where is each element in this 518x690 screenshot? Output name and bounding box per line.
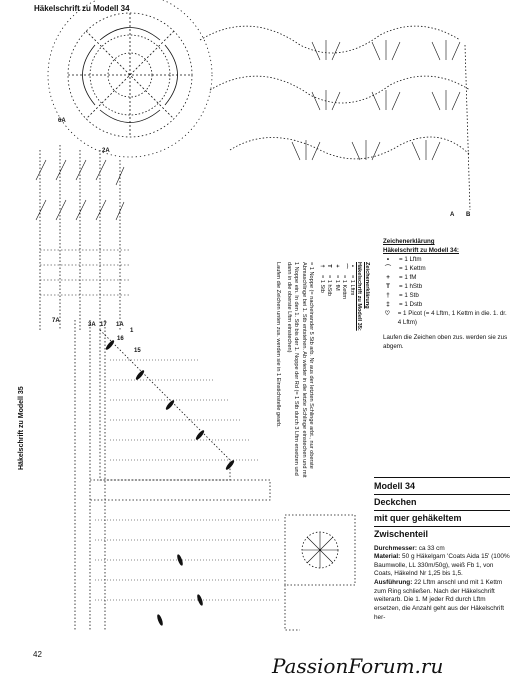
- legend-model-35: [230, 262, 370, 482]
- article-title-line-2: mit quer gehäkeltem: [374, 510, 510, 524]
- legend-34-item: [383, 256, 511, 265]
- legend-35-noppe: = 1 Noppe (= nacheinander 5 Stb arb. Nr aus der letzten Schlinge arbt., nur oberste Abmaschlinge bei 1. Stb entstehen. Ab wieder in die letzte Schlinge einstechen und mit 1 Noppe ein. In den 1. Stb bis der 1. Noppe der Rd (= 1 Stb durch 3 Lftm ersetzen und dann in die oberste Lftm einstechen): [285, 262, 315, 478]
- legend-34-item: [383, 274, 511, 283]
- legend-35-item: [317, 262, 325, 482]
- legend-34-item: [383, 283, 511, 292]
- legend-symbol: ‡: [386, 300, 390, 308]
- legend-text: = 1 Stb: [399, 291, 419, 299]
- article-text: ca 33 cm: [416, 544, 445, 552]
- legend-34-subtitle: Häkelschrift zu Modell 34:: [383, 246, 459, 254]
- legend-symbol: T: [326, 264, 333, 268]
- legend-symbol: +: [386, 273, 390, 281]
- legend-symbol: •: [386, 255, 390, 263]
- legend-symbol: †: [318, 264, 325, 268]
- article-paragraph: [374, 545, 510, 554]
- page-number: 42: [33, 650, 42, 659]
- legend-text: = 1 Kettm: [341, 275, 348, 300]
- legend-text: = 1 Lftm: [348, 275, 355, 296]
- legend-text: = 1 Lftm: [399, 255, 422, 263]
- article-text: 50 g Häkelgarn 'Coats Aida 15' (100% Baumwolle, LL 330m/50g), weiß Fb 1, von Coats, Häkelnd Nr 1,25 bis 1,5.: [374, 553, 510, 578]
- legend-35-subtitle: Häkelschrift zu Modell 35:: [356, 262, 363, 331]
- label-b: B: [466, 212, 471, 218]
- article-body: [374, 545, 510, 623]
- legend-text: = 1 Picot (= 4 Lftm, 1 Kettm in die. 1. dr. 4 Lftm): [397, 309, 507, 326]
- label-1a: 1A: [116, 322, 124, 328]
- legend-34-item: [383, 292, 511, 301]
- chart-title-34: Häkelschrift zu Modell 34: [34, 4, 130, 13]
- legend-35-item: [332, 262, 340, 482]
- legend-34-item: [383, 310, 511, 328]
- label-a: A: [450, 212, 455, 218]
- legend-symbol: ♡: [384, 309, 391, 317]
- label-3a: 3A: [88, 322, 96, 328]
- legend-35-note: Laufen die Zeichen unten zus. werden sie in 1 Einstichstelle gearb.: [274, 262, 281, 428]
- legend-symbol: ⌒: [341, 263, 348, 269]
- article-model-label: Modell 34: [374, 477, 510, 492]
- label-6a: 6A: [58, 118, 66, 124]
- article-title-line-3: Zwischenteil: [374, 526, 510, 540]
- legend-35-item: [347, 262, 355, 482]
- legend-model-34: [383, 238, 511, 352]
- label-1: 1: [130, 328, 134, 334]
- article-title-line-1: Deckchen: [374, 494, 510, 508]
- legend-text: = 1 Kettm: [399, 264, 426, 272]
- legend-34-note: Laufen die Zeichen oben zus. werden sie zus abgem.: [383, 333, 508, 350]
- article-term: Durchmesser:: [374, 544, 417, 552]
- legend-35-item: [340, 262, 348, 482]
- legend-34-title: Zeichenerklärung: [383, 238, 435, 245]
- legend-symbol: †: [386, 291, 390, 299]
- legend-symbol: T: [386, 282, 390, 290]
- legend-text: = 1 Dstb: [399, 300, 423, 308]
- legend-symbol: +: [333, 264, 340, 268]
- label-17: 17: [100, 322, 107, 328]
- article-term: Material:: [374, 553, 401, 561]
- legend-text: = 1 fM: [333, 275, 340, 291]
- legend-symbol: ⌒: [384, 264, 392, 272]
- label-16: 16: [117, 336, 124, 342]
- chart-title-35: Häkelschrift zu Modell 35: [18, 386, 25, 470]
- article-text: 22 Lftm anschl und mit 1 Kettm zum Ring schließen. Nach der Häkelschrift weiterarb. Die 1. M jeder Rd durch Lftm ersetzen, die Anzahl geht aus der Häkelschrift her-: [374, 579, 505, 621]
- legend-34-item: [383, 265, 511, 274]
- legend-34-item: [383, 301, 511, 310]
- label-2a: 2A: [102, 148, 110, 154]
- article-paragraph: [374, 553, 510, 579]
- article-term: Ausführung:: [374, 579, 413, 587]
- legend-text: = 1 fM: [399, 273, 417, 281]
- watermark: PassionForum.ru: [272, 654, 444, 678]
- label-7a: 7A: [52, 318, 60, 324]
- label-15: 15: [134, 348, 141, 354]
- legend-text: = 1 Stb: [318, 275, 325, 293]
- article-model-34: [374, 477, 510, 622]
- legend-35-title: Zeichenerklärung: [364, 262, 370, 309]
- legend-symbol: •: [348, 265, 355, 267]
- legend-text: = 1 hStb: [399, 282, 423, 290]
- legend-text: = 1 hStb: [326, 275, 333, 296]
- legend-35-item: [325, 262, 333, 482]
- article-paragraph: [374, 579, 510, 622]
